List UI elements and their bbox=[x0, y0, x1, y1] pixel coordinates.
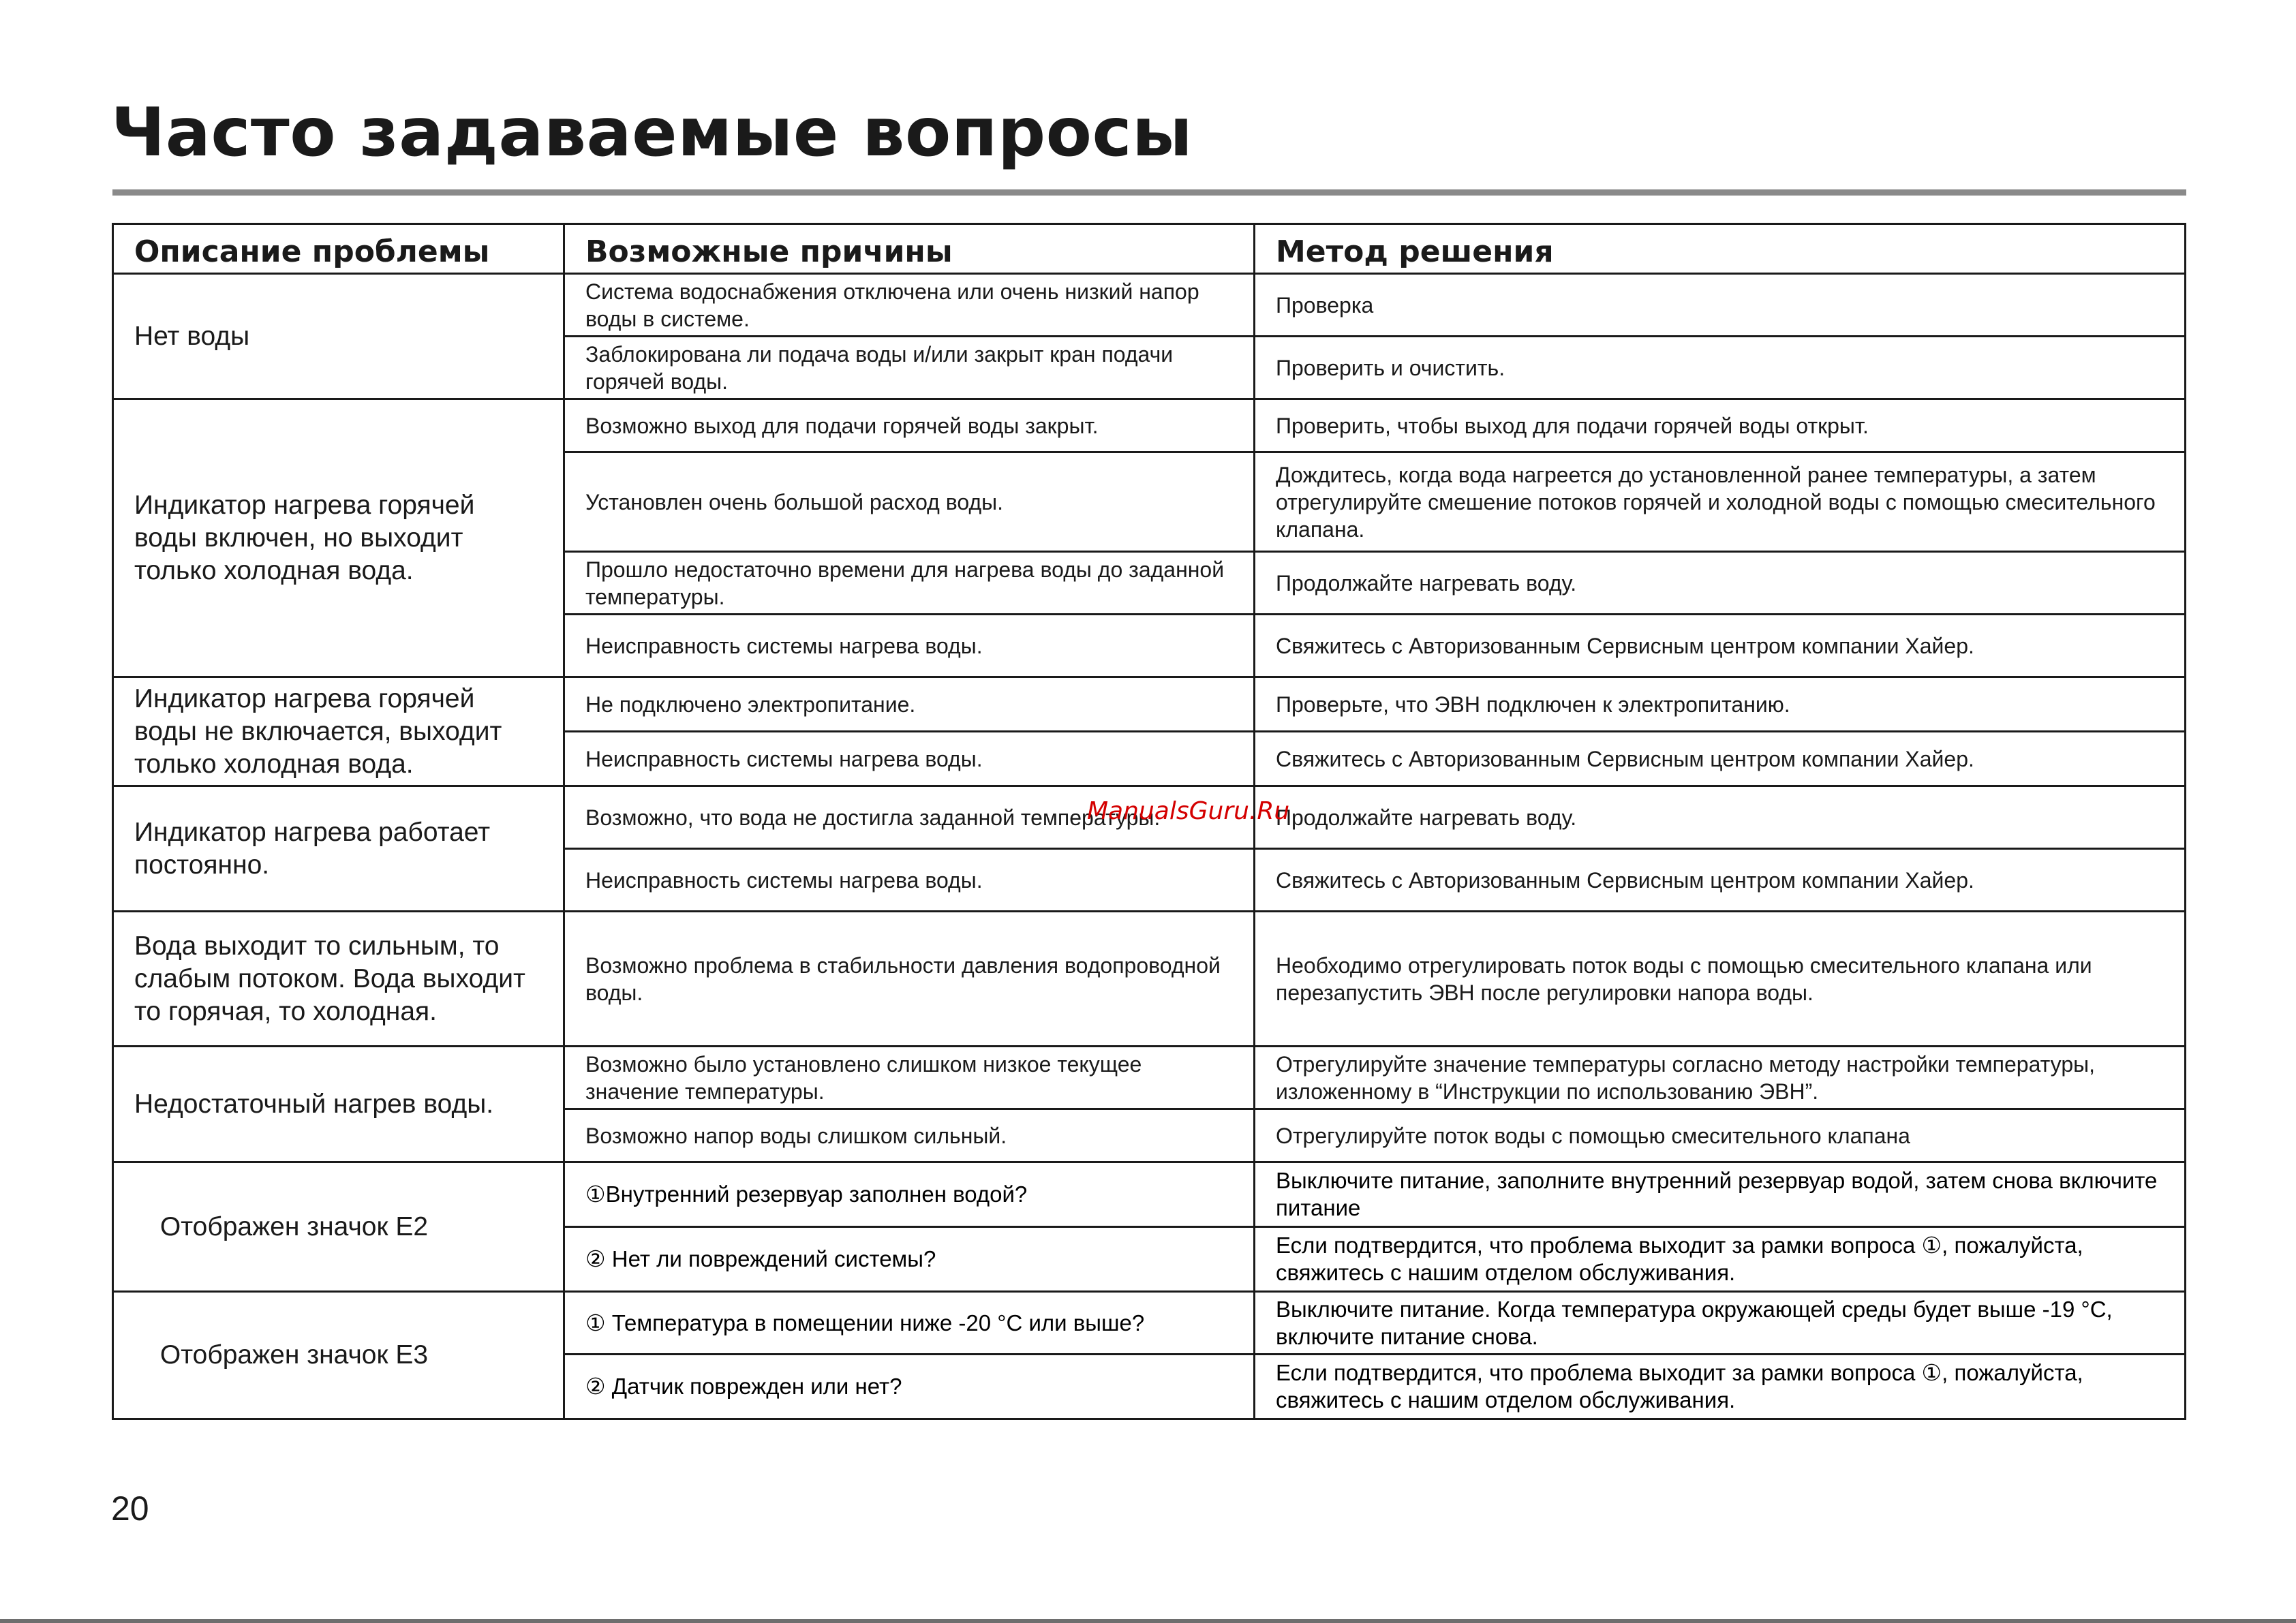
page-number: 20 bbox=[111, 1489, 149, 1528]
cause-cell: Неисправность системы нагрева воды. bbox=[564, 615, 1255, 677]
watermark-text: ManualsGuru.Ru bbox=[1087, 797, 1290, 825]
table-row bbox=[113, 274, 2186, 337]
solution-cell: Продолжайте нагревать воду. bbox=[1255, 552, 2186, 615]
problem-cell: Вода выходит то сильным, то слабым потоком. Вода выходит то горячая, то холодная. bbox=[113, 912, 564, 1047]
solution-cell: Выключите питание, заполните внутренний резервуар водой, затем снова включите питание bbox=[1255, 1162, 2186, 1227]
table-row bbox=[113, 1047, 2186, 1109]
bottom-edge-band bbox=[0, 1619, 2296, 1623]
solution-cell: Свяжитесь с Авторизованным Сервисным центром компании Хайер. bbox=[1255, 849, 2186, 912]
cause-cell: Возможно напор воды слишком сильный. bbox=[564, 1109, 1255, 1162]
cause-cell: Прошло недостаточно времени для нагрева воды до заданной температуры. bbox=[564, 552, 1255, 615]
table-row bbox=[113, 1292, 2186, 1355]
cause-cell: ①Внутренний резервуар заполнен водой? bbox=[564, 1162, 1255, 1227]
cause-cell: Возможно выход для подачи горячей воды закрыт. bbox=[564, 399, 1255, 452]
cause-cell: Система водоснабжения отключена или очень низкий напор воды в системе. bbox=[564, 274, 1255, 337]
cause-cell: Неисправность системы нагрева воды. bbox=[564, 732, 1255, 786]
table-row bbox=[113, 399, 2186, 452]
page-title: Часто задаваемые вопросы bbox=[111, 94, 1193, 172]
cause-cell: Заблокирована ли подача воды и/или закрыт кран подачи горячей воды. bbox=[564, 337, 1255, 399]
header-solution: Метод решения bbox=[1255, 224, 2186, 274]
problem-cell: Индикатор нагрева горячей воды включен, но выходит только холодная вода. bbox=[113, 399, 564, 677]
cause-cell: Установлен очень большой расход воды. bbox=[564, 452, 1255, 552]
cause-cell: Возможно проблема в стабильности давления водопроводной воды. bbox=[564, 912, 1255, 1047]
problem-cell: Недостаточный нагрев воды. bbox=[113, 1047, 564, 1162]
solution-cell: Продолжайте нагревать воду. bbox=[1255, 786, 2186, 849]
solution-cell: Дождитесь, когда вода нагреется до установленной ранее температуры, а затем отрегулируйте смешение потоков горячей и холодной воды с помощью смесительного клапана. bbox=[1255, 452, 2186, 552]
problem-cell: Отображен значок E3 bbox=[113, 1292, 564, 1419]
solution-cell: Необходимо отрегулировать поток воды с помощью смесительного клапана или перезапустить ЭВН после регулировки напора воды. bbox=[1255, 912, 2186, 1047]
cause-cell: Возможно было установлено слишком низкое текущее значение температуры. bbox=[564, 1047, 1255, 1109]
solution-cell: Проверить и очистить. bbox=[1255, 337, 2186, 399]
cause-cell: Возможно, что вода не достигла заданной температуры. bbox=[564, 786, 1255, 849]
cause-cell: Неисправность системы нагрева воды. bbox=[564, 849, 1255, 912]
cause-cell: ② Нет ли повреждений системы? bbox=[564, 1227, 1255, 1292]
cause-cell: ① Температура в помещении ниже -20 °C или выше? bbox=[564, 1292, 1255, 1355]
cause-cell: Не подключено электропитание. bbox=[564, 677, 1255, 732]
problem-cell: Нет воды bbox=[113, 274, 564, 399]
solution-cell: Проверьте, что ЭВН подключен к электропитанию. bbox=[1255, 677, 2186, 732]
header-problem: Описание проблемы bbox=[113, 224, 564, 274]
problem-cell: Индикатор нагрева горячей воды не включается, выходит только холодная вода. bbox=[113, 677, 564, 786]
solution-cell: Отрегулируйте поток воды с помощью смесительного клапана bbox=[1255, 1109, 2186, 1162]
table-row bbox=[113, 1162, 2186, 1227]
solution-cell: Проверить, чтобы выход для подачи горячей воды открыт. bbox=[1255, 399, 2186, 452]
table-row bbox=[113, 912, 2186, 1047]
solution-cell: Отрегулируйте значение температуры согласно методу настройки температуры, изложенному в “Инструкции по использованию ЭВН”. bbox=[1255, 1047, 2186, 1109]
problem-cell: Индикатор нагрева работает постоянно. bbox=[113, 786, 564, 912]
solution-cell: Если подтвердится, что проблема выходит за рамки вопроса ①, пожалуйста, свяжитесь с нашим отделом обслуживания. bbox=[1255, 1227, 2186, 1292]
solution-cell: Проверка bbox=[1255, 274, 2186, 337]
problem-cell: Отображен значок E2 bbox=[113, 1162, 564, 1292]
solution-cell: Свяжитесь с Авторизованным Сервисным центром компании Хайер. bbox=[1255, 732, 2186, 786]
solution-cell: Если подтвердится, что проблема выходит за рамки вопроса ①, пожалуйста, свяжитесь с нашим отделом обслуживания. bbox=[1255, 1355, 2186, 1419]
title-divider bbox=[112, 189, 2186, 196]
table-row bbox=[113, 677, 2186, 732]
header-cause: Возможные причины bbox=[564, 224, 1255, 274]
cause-cell: ② Датчик поврежден или нет? bbox=[564, 1355, 1255, 1419]
solution-cell: Свяжитесь с Авторизованным Сервисным центром компании Хайер. bbox=[1255, 615, 2186, 677]
table-header-row bbox=[113, 224, 2186, 274]
solution-cell: Выключите питание. Когда температура окружающей среды будет выше -19 °C, включите питание снова. bbox=[1255, 1292, 2186, 1355]
